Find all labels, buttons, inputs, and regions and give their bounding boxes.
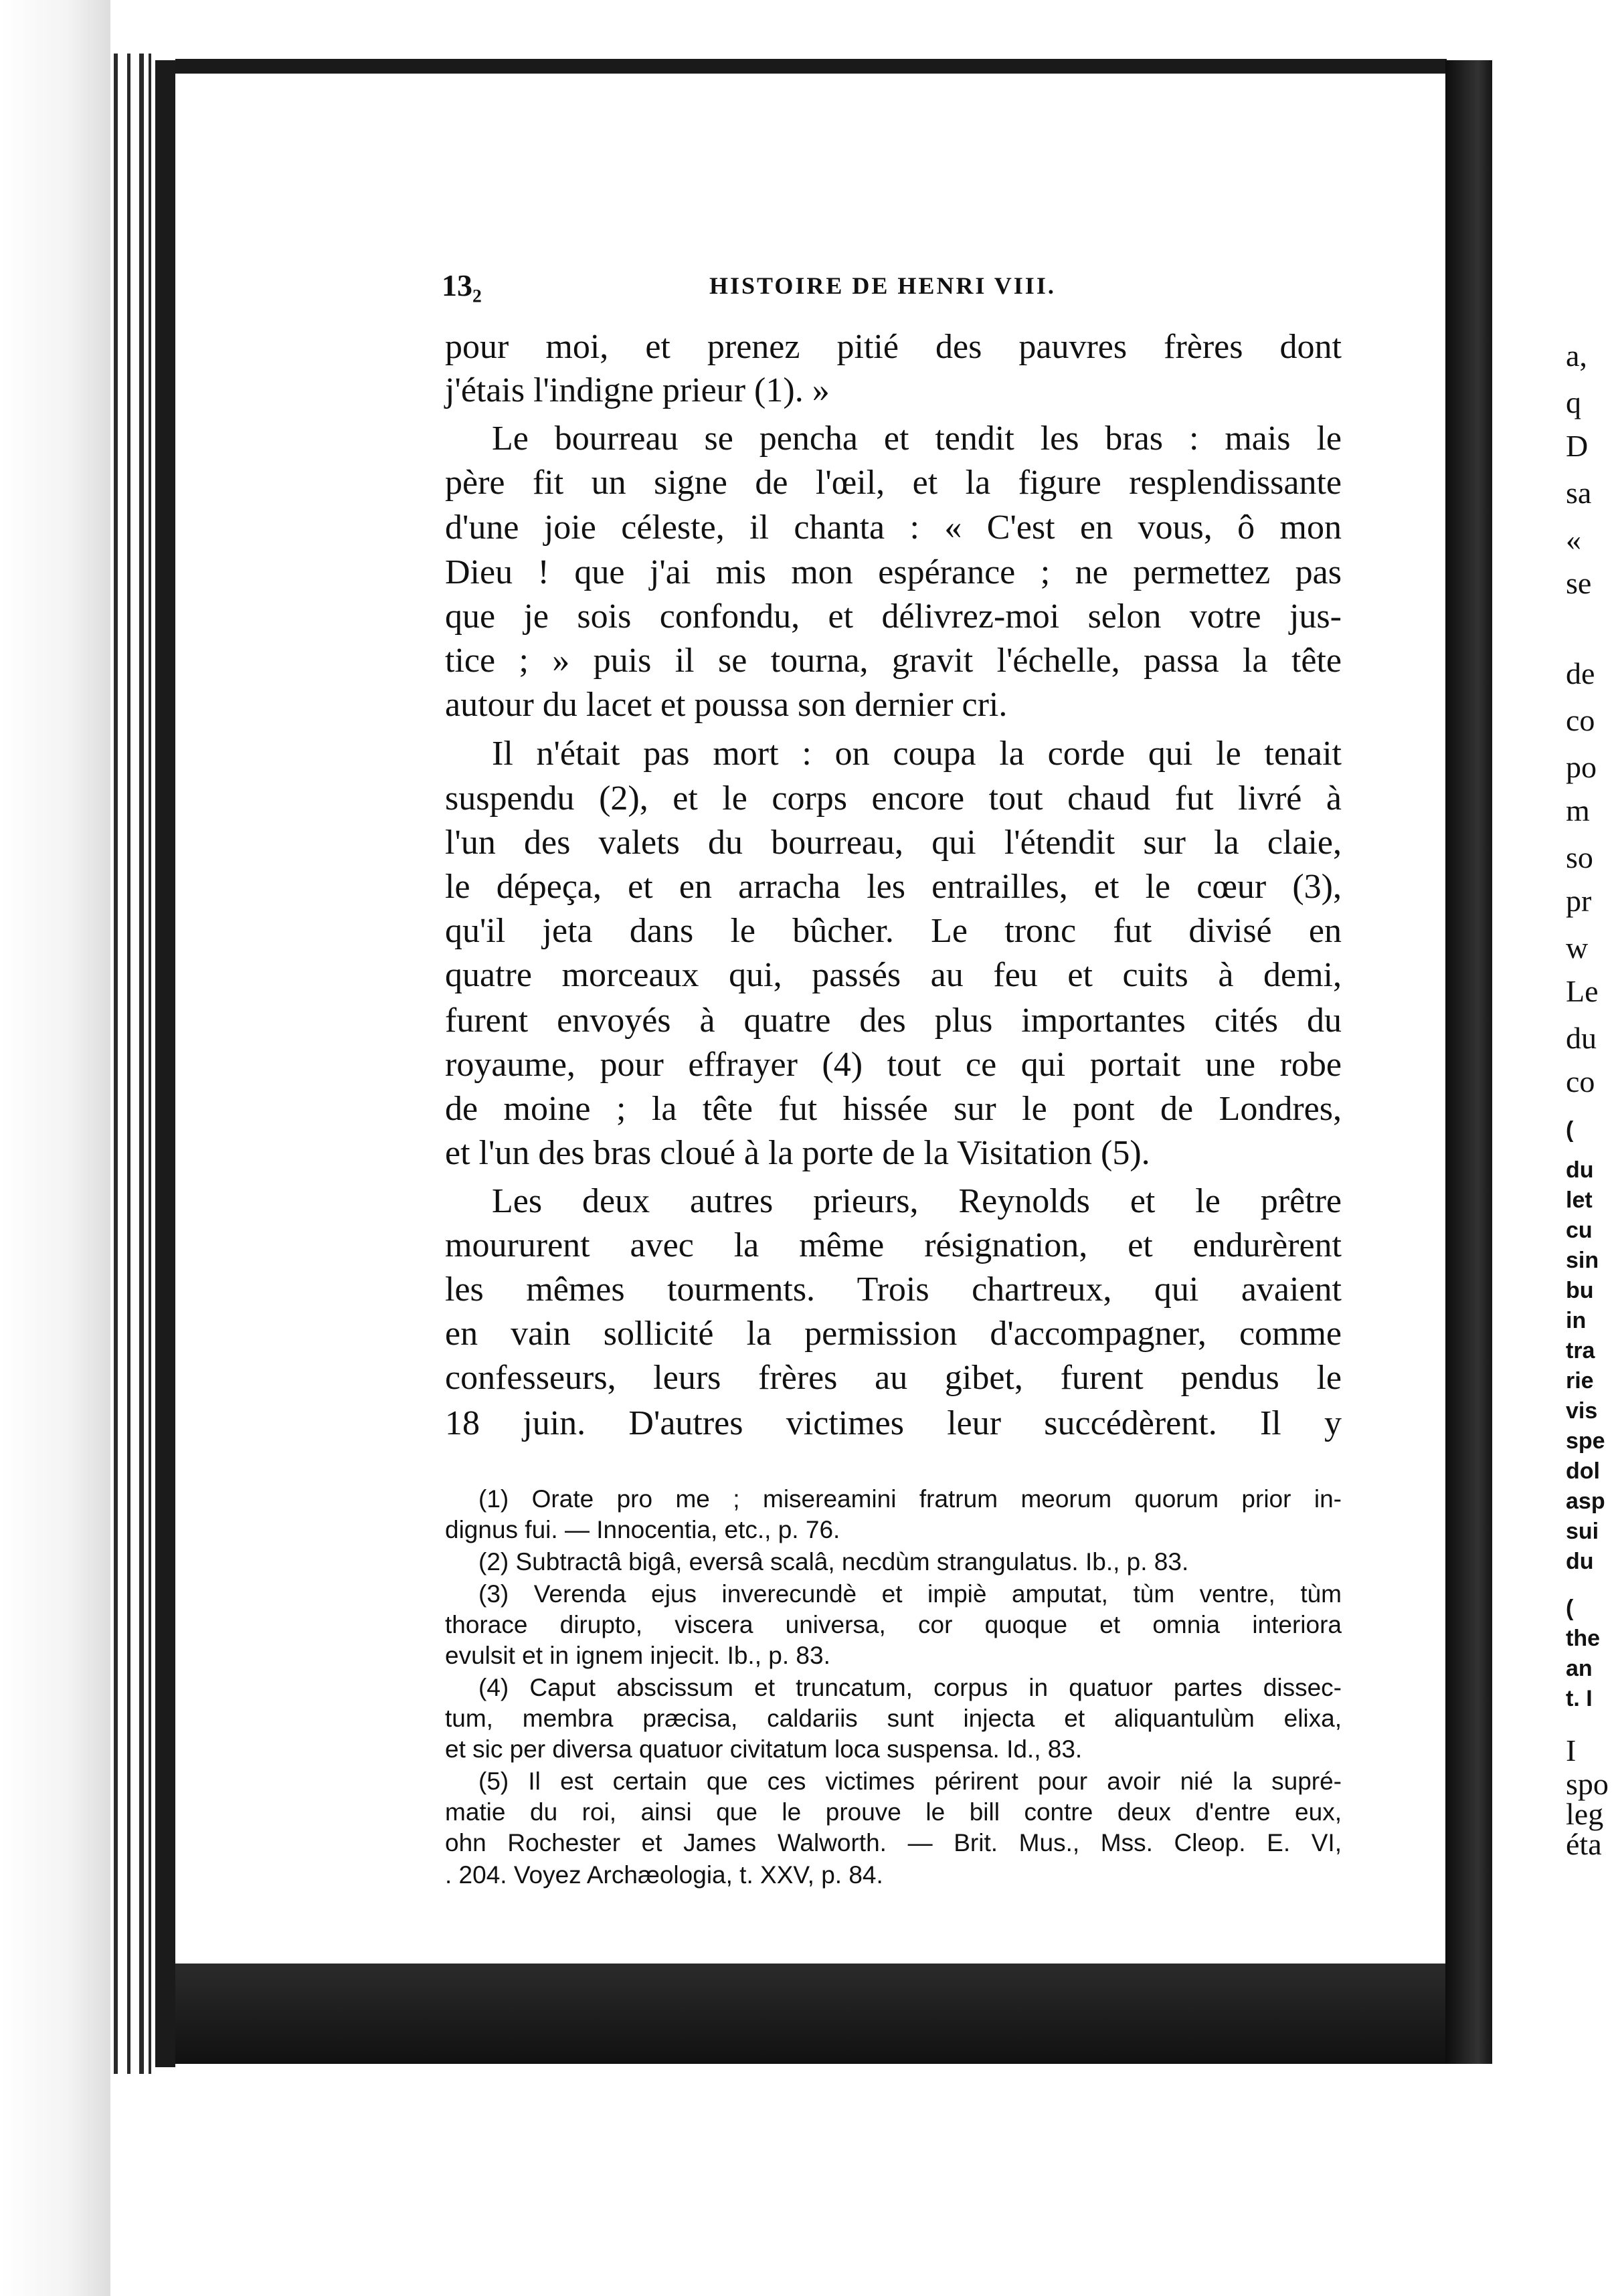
- facing-page-fragment: let: [1566, 1187, 1593, 1213]
- facing-page-fragment: spe: [1566, 1428, 1605, 1454]
- book-gutter: [1445, 60, 1492, 2064]
- body-line: furent envoyés à quatre des plus importantes cités du: [445, 1001, 1342, 1040]
- facing-page-fragment: cu: [1566, 1218, 1593, 1243]
- body-line: qu'il jeta dans le bûcher. Le tronc fut divisé en: [445, 912, 1342, 950]
- facing-page-fragment: rie: [1566, 1368, 1594, 1394]
- facing-page-fragment: co: [1566, 1064, 1595, 1098]
- facing-page-fragment: du: [1566, 1549, 1594, 1574]
- body-line: Le bourreau se pencha et tendit les bras : mais le: [492, 419, 1342, 458]
- body-line: quatre morceaux qui, passés au feu et cuits à demi,: [445, 956, 1342, 994]
- body-line: père fit un signe de l'œil, et la figure resplendissante: [445, 464, 1342, 502]
- body-line: Il n'était pas mort : on coupa la corde qui le tenait: [492, 735, 1342, 773]
- facing-page-fragment: co: [1566, 703, 1595, 737]
- facing-page-fragment: se: [1566, 566, 1592, 600]
- body-line: en vain sollicité la permission d'accompagner, comme: [445, 1315, 1342, 1353]
- facing-page-fragment: D: [1566, 429, 1589, 463]
- facing-page-fragment: sa: [1566, 476, 1592, 510]
- body-line: autour du lacet et poussa son dernier cri.: [445, 686, 1008, 724]
- facing-page-fragment: leg: [1566, 1797, 1604, 1831]
- running-title: HISTOIRE DE HENRI VIII.: [709, 272, 1056, 299]
- page-top-border: [175, 59, 1447, 74]
- body-line: 18 juin. D'autres victimes leur succédèrent. Il y: [445, 1404, 1342, 1442]
- body-line: le dépeça, et en arracha les entrailles, et le cœur (3),: [445, 868, 1342, 906]
- facing-page-fragment: asp: [1566, 1489, 1605, 1514]
- body-line: que je sois confondu, et délivrez-moi selon votre jus-: [445, 597, 1342, 636]
- page-edge: [127, 54, 130, 2074]
- body-line: moururent avec la même résignation, et endurèrent: [445, 1226, 1342, 1264]
- facing-page-fragment: m: [1566, 793, 1590, 828]
- facing-page-fragment: in: [1566, 1308, 1587, 1333]
- footnote-line: . 204. Voyez Archæologia, t. XXV, p. 84.: [445, 1861, 883, 1889]
- facing-page-fragment: so: [1566, 840, 1593, 874]
- facing-page-fragment: spo: [1566, 1767, 1609, 1801]
- facing-page-fragment: bu: [1566, 1278, 1594, 1303]
- footnote-line: tum, membra præcisa, caldariis sunt injecta et aliquantulùm elixa,: [445, 1705, 1342, 1732]
- footnote-line: (5) Il est certain que ces victimes périrent pour avoir nié la supré-: [478, 1767, 1342, 1795]
- page-edge: [149, 54, 151, 2074]
- facing-page-fragment: «: [1566, 522, 1581, 557]
- facing-page-fragment: de: [1566, 656, 1595, 690]
- body-line: Les deux autres prieurs, Reynolds et le prêtre: [492, 1182, 1342, 1220]
- body-line: et l'un des bras cloué à la porte de la Visitation (5).: [445, 1134, 1150, 1172]
- body-line: tice ; » puis il se tourna, gravit l'échelle, passa la tête: [445, 642, 1342, 680]
- footnote-line: ohn Rochester et James Walworth. — Brit. Mus., Mss. Cleop. E. VI,: [445, 1829, 1342, 1856]
- body-line: suspendu (2), et le corps encore tout chaud fut livré à: [445, 779, 1342, 818]
- body-line: j'étais l'indigne prieur (1). »: [445, 371, 830, 409]
- footnote-line: (4) Caput abscissum et truncatum, corpus in quatuor partes dissec-: [478, 1674, 1342, 1701]
- footnote-line: thorace dirupto, viscera universa, cor quoque et omnia interiora: [445, 1611, 1342, 1638]
- facing-page-fragment: po: [1566, 750, 1597, 784]
- body-line: l'un des valets du bourreau, qui l'étendit sur la claie,: [445, 824, 1342, 862]
- facing-page-fragment: Le: [1566, 974, 1599, 1008]
- page-bottom-border: [175, 1964, 1447, 2064]
- facing-page-fragment: a,: [1566, 339, 1587, 373]
- footnote-line: (2) Subtractâ bigâ, eversâ scalâ, necdùm strangulatus. Ib., p. 83.: [478, 1548, 1189, 1575]
- facing-page-fragment: I: [1566, 1733, 1577, 1767]
- facing-page-fragment: (: [1566, 1596, 1574, 1621]
- body-line: confesseurs, leurs frères au gibet, furent pendus le: [445, 1359, 1342, 1397]
- facing-page-fragment: pr: [1566, 884, 1592, 918]
- book-spine-edge: [155, 60, 175, 2067]
- facing-page-fragment: du: [1566, 1157, 1594, 1183]
- facing-page-fragment: (: [1566, 1117, 1574, 1143]
- body-line: Dieu ! que j'ai mis mon espérance ; ne permettez pas: [445, 553, 1342, 591]
- facing-page-fragment: t. I: [1566, 1686, 1593, 1711]
- body-line: royaume, pour effrayer (4) tout ce qui portait une robe: [445, 1046, 1342, 1084]
- footnote-line: evulsit et in ignem injecit. Ib., p. 83.: [445, 1642, 830, 1669]
- facing-page-fragment: tra: [1566, 1338, 1595, 1363]
- footnote-line: matie du roi, ainsi que le prouve le bill contre deux d'entre eux,: [445, 1798, 1342, 1826]
- facing-page-fragment: du: [1566, 1021, 1597, 1055]
- facing-page-fragment: w: [1566, 931, 1589, 965]
- body-line: d'une joie céleste, il chanta : « C'est en vous, ô mon: [445, 508, 1342, 547]
- footnote-line: (1) Orate pro me ; misereamini fratrum meorum quorum prior in-: [478, 1485, 1342, 1513]
- facing-page-fragment: dol: [1566, 1458, 1600, 1484]
- body-line: les mêmes tourments. Trois chartreux, qui avaient: [445, 1270, 1342, 1309]
- facing-page-fragment: éta: [1566, 1827, 1602, 1861]
- footnote-line: et sic per diversa quatuor civitatum loca suspensa. Id., 83.: [445, 1735, 1083, 1763]
- facing-page-fragment: q: [1566, 385, 1581, 419]
- body-line: pour moi, et prenez pitié des pauvres frères dont: [445, 328, 1342, 366]
- body-line: de moine ; la tête fut hissée sur le pont de Londres,: [445, 1090, 1342, 1128]
- facing-page-fragment: sin: [1566, 1248, 1599, 1273]
- footnote-line: dignus fui. — Innocentia, etc., p. 76.: [445, 1516, 840, 1543]
- facing-page-fragment: the: [1566, 1626, 1600, 1651]
- facing-page-fragment: vis: [1566, 1398, 1598, 1424]
- page-margin-shadow: [0, 0, 110, 2296]
- page-edge: [114, 54, 118, 2074]
- page-number: 13₂: [442, 268, 482, 302]
- footnote-line: (3) Verenda ejus inverecundè et impiè amputat, tùm ventre, tùm: [478, 1580, 1342, 1608]
- facing-page-fragment: sui: [1566, 1519, 1599, 1544]
- page-edge: [139, 54, 144, 2074]
- facing-page-fragment: an: [1566, 1656, 1593, 1681]
